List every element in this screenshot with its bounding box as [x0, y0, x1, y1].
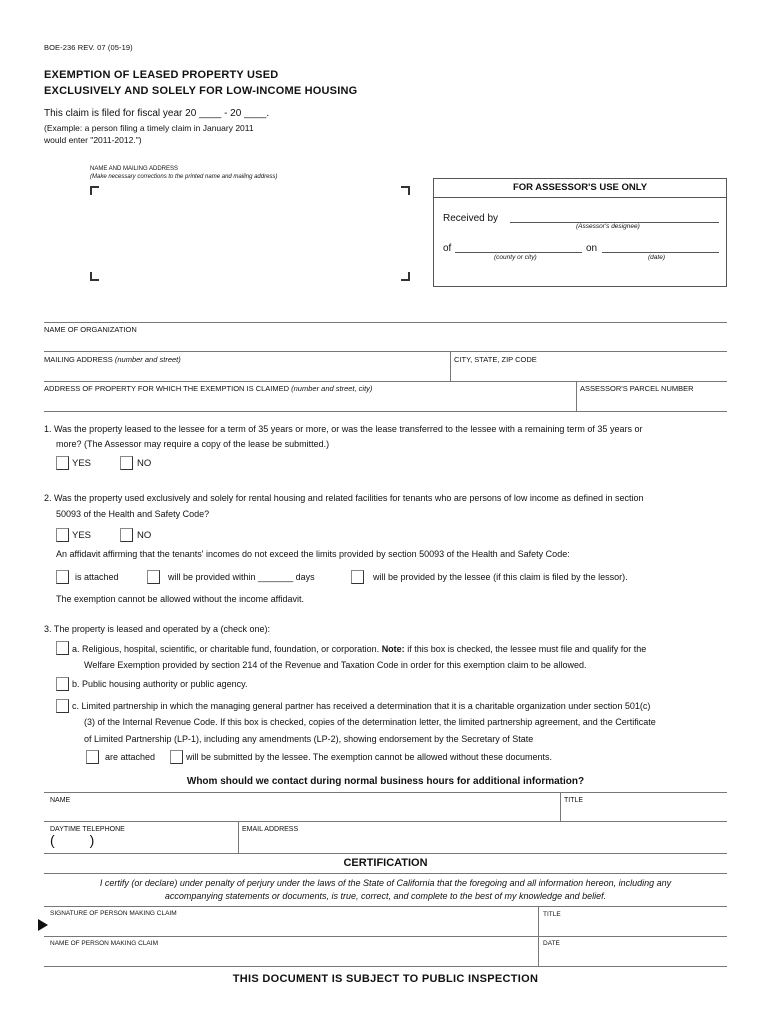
divider	[538, 936, 539, 966]
certification-line2: accompanying statements or documents, is true, correct, and complete to the best of my knowledge and belief.	[164, 891, 607, 901]
q2-no-label: NO	[137, 530, 152, 541]
signature-field[interactable]	[52, 918, 536, 934]
divider	[44, 966, 727, 967]
q1-no-checkbox[interactable]	[120, 456, 133, 470]
assessor-designee-caption: (Assessor's designee)	[576, 223, 640, 230]
affidavit-within-checkbox[interactable]	[147, 570, 160, 584]
q3-c-line3: of Limited Partnership (LP-1), including any amendments (LP-2), showing endorsement by the Secretary of State	[84, 734, 534, 744]
property-address-label: ADDRESS OF PROPERTY FOR WHICH THE EXEMPTION IS CLAIMED (number and street, city)	[44, 384, 373, 393]
example-line1: (Example: a person filing a timely claim in January 2011	[44, 123, 254, 133]
mailing-address-field[interactable]	[44, 365, 448, 380]
mailing-address-label: MAILING ADDRESS (number and street)	[44, 355, 181, 364]
affidavit-attached-checkbox[interactable]	[56, 570, 69, 584]
divider	[44, 322, 727, 323]
q3-c-line2: (3) of the Internal Revenue Code. If this box is checked, copies of the determination letter, the limited partnership agreement, and the Certificate	[84, 717, 656, 727]
q3-intro: 3. The property is leased and operated by a (check one):	[44, 624, 270, 634]
q2-note: The exemption cannot be allowed without the income affidavit.	[56, 594, 304, 604]
q3-c-submitted-checkbox[interactable]	[170, 750, 183, 764]
q3-c-attached-label: are attached	[105, 752, 156, 762]
date-line[interactable]	[602, 252, 719, 253]
county-caption: (county or city)	[494, 254, 537, 261]
contact-title-field[interactable]	[562, 806, 727, 820]
certification-line1: I certify (or declare) under penalty of perjury under the laws of the State of California that the foregoing and all information hereon, including any	[99, 878, 672, 888]
address-area[interactable]	[96, 195, 396, 270]
on-label: on	[586, 243, 598, 254]
cert-title-field[interactable]	[540, 920, 727, 935]
q3-c-attached-checkbox[interactable]	[86, 750, 99, 764]
divider	[538, 906, 539, 936]
divider	[44, 821, 727, 822]
contact-name-label: NAME	[50, 797, 71, 804]
address-block-label: NAME AND MAILING ADDRESS	[90, 166, 179, 172]
form-title-line2: EXCLUSIVELY AND SOLELY FOR LOW-INCOME HOUSING	[44, 85, 358, 97]
address-corner-tl	[90, 186, 99, 195]
form-id: BOE-236 REV. 07 (05-19)	[44, 43, 133, 52]
q3-b-checkbox[interactable]	[56, 677, 69, 691]
claimant-name-field[interactable]	[44, 948, 536, 964]
divider	[238, 821, 239, 853]
parcel-number-field[interactable]	[578, 394, 727, 409]
q3-c-checkbox[interactable]	[56, 699, 69, 713]
address-corner-br	[401, 272, 410, 281]
affidavit-attached-label: is attached	[75, 572, 119, 582]
example-line2: would enter "2011-2012.")	[44, 135, 142, 145]
affidavit-lessee-label: will be provided by the lessee (if this claim is filed by the lessor).	[373, 572, 628, 582]
q3-c-line1: c. Limited partnership in which the managing general partner has received a determination that it is a charitable organization under section 501(c)	[72, 701, 651, 711]
assessor-box	[433, 178, 727, 287]
q1-yes-checkbox[interactable]	[56, 456, 69, 470]
cert-date-label: DATE	[543, 940, 560, 947]
divider	[44, 936, 727, 937]
divider	[44, 351, 727, 352]
contact-title-label: TITLE	[564, 797, 584, 804]
divider	[44, 906, 727, 907]
q2-text-line2: 50093 of the Health and Safety Code?	[56, 509, 210, 519]
public-inspection-footer: THIS DOCUMENT IS SUBJECT TO PUBLIC INSPECTION	[232, 973, 539, 985]
cert-title-label: TITLE	[543, 911, 561, 918]
divider	[576, 381, 577, 411]
affidavit-lessee-checkbox[interactable]	[351, 570, 364, 584]
email-label: EMAIL ADDRESS	[242, 826, 299, 833]
divider	[44, 792, 727, 793]
divider	[44, 381, 727, 382]
form-title-line1: EXEMPTION OF LEASED PROPERTY USED	[44, 69, 279, 81]
divider	[560, 792, 561, 821]
divider	[450, 351, 451, 381]
phone-field[interactable]: ( )	[50, 832, 95, 848]
q2-no-checkbox[interactable]	[120, 528, 133, 542]
city-state-zip-label: CITY, STATE, ZIP CODE	[454, 355, 537, 364]
contact-header: Whom should we contact during normal business hours for additional information?	[186, 776, 585, 787]
q1-text-line1: 1. Was the property leased to the lessee for a term of 35 years or more, or was the lease transferred to the lessee with a remaining term of 35 years or	[44, 424, 643, 434]
county-line[interactable]	[455, 252, 582, 253]
city-state-zip-field[interactable]	[452, 365, 727, 380]
claimant-name-label: NAME OF PERSON MAKING CLAIM	[50, 940, 158, 947]
cert-date-field[interactable]	[540, 948, 727, 964]
address-corner-bl	[90, 272, 99, 281]
contact-name-field[interactable]	[44, 806, 558, 820]
q3-c-submitted-label: will be submitted by the lessee. The exemption cannot be allowed without these documents.	[186, 752, 553, 762]
assessor-box-header: FOR ASSESSOR'S USE ONLY	[434, 179, 726, 198]
signature-label: SIGNATURE OF PERSON MAKING CLAIM	[50, 910, 177, 917]
date-caption: (date)	[648, 254, 665, 261]
address-block-sublabel: (Make necessary corrections to the printed name and mailing address)	[90, 174, 278, 180]
q1-yes-label: YES	[72, 458, 92, 469]
q1-text-line2: more? (The Assessor may require a copy of the lease be submitted.)	[56, 439, 330, 449]
property-address-field[interactable]	[44, 394, 574, 409]
q2-affidavit-text: An affidavit affirming that the tenants' incomes do not exceed the limits provided by section 50093 of the Health and Safety Code:	[56, 549, 570, 559]
affidavit-within-label: will be provided within _______ days	[168, 572, 315, 582]
phone-label: DAYTIME TELEPHONE	[50, 826, 125, 833]
q3-a-line2: Welfare Exemption provided by section 214 of the Revenue and Taxation Code in order for this exemption claim to be allowed.	[84, 660, 587, 670]
q2-yes-label: YES	[72, 530, 92, 541]
parcel-number-label: ASSESSOR'S PARCEL NUMBER	[580, 384, 694, 393]
q2-yes-checkbox[interactable]	[56, 528, 69, 542]
email-field[interactable]	[240, 836, 727, 852]
q2-text-line1: 2. Was the property used exclusively and solely for rental housing and related facilities for tenants who are persons of low income as defined in section	[44, 493, 644, 503]
org-name-label: NAME OF ORGANIZATION	[44, 325, 137, 334]
of-label: of	[443, 243, 452, 254]
fiscal-year-line[interactable]: This claim is filed for fiscal year 20 ____ - 20 ____.	[44, 108, 270, 119]
q3-b-text: b. Public housing authority or public agency.	[72, 679, 248, 689]
org-name-field[interactable]	[44, 334, 727, 350]
q1-no-label: NO	[137, 458, 152, 469]
divider	[44, 853, 727, 854]
received-by-label: Received by	[443, 213, 499, 224]
certification-header: CERTIFICATION	[343, 857, 428, 869]
q3-a-line1: a. Religious, hospital, scientific, or charitable fund, foundation, or corporation. Note: if this box is checked, the lessee must file and qualify for the	[72, 644, 647, 654]
signature-arrow-icon	[38, 919, 48, 931]
address-corner-tr	[401, 186, 410, 195]
divider	[44, 411, 727, 412]
q3-a-checkbox[interactable]	[56, 641, 69, 655]
divider	[44, 873, 727, 874]
